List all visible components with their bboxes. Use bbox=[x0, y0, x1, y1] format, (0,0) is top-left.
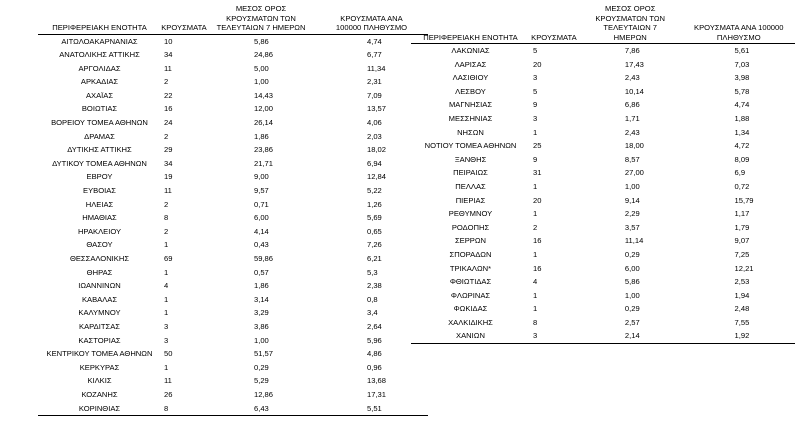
table-row bbox=[38, 388, 428, 402]
region-name: ΛΑΚΩΝΙΑΣ bbox=[451, 46, 490, 55]
region-name: ΣΠΟΡΑΔΩΝ bbox=[449, 249, 492, 259]
case-count: 16 bbox=[532, 263, 542, 273]
header-per-100k: ΚΡΟΥΣΜΑΤΑ ΑΝΑ 100000 ΠΛΗΘΥΣΜΟ bbox=[683, 4, 795, 44]
seven-day-average: 26,14 bbox=[254, 118, 274, 128]
region-name: ΦΛΩΡΙΝΑΣ bbox=[450, 290, 491, 300]
seven-day-average: 3,57 bbox=[624, 222, 640, 232]
region-name: ΚΑΡΔΙΤΣΑΣ bbox=[79, 321, 120, 331]
case-count: 8 bbox=[164, 213, 169, 223]
cases-per-100k: 7,25 bbox=[734, 249, 750, 259]
case-count: 9 bbox=[532, 100, 538, 110]
cases-per-100k: 6,77 bbox=[367, 50, 382, 60]
region-name: ΙΩΑΝΝΙΝΩΝ bbox=[78, 281, 121, 291]
case-count: 1 bbox=[532, 181, 538, 191]
cases-per-100k: 5,3 bbox=[367, 267, 378, 277]
table-row bbox=[38, 252, 428, 266]
seven-day-average: 2,43 bbox=[624, 127, 640, 137]
seven-day-average: 2,29 bbox=[624, 209, 640, 219]
header-7day-average: ΜΕΣΟΣ ΟΡΟΣ ΚΡΟΥΣΜΑΤΩΝ ΤΩΝ ΤΕΛΕΥΤΑΙΩΝ 7 ΗΜΕΡΩΝ bbox=[207, 4, 315, 34]
table-row bbox=[38, 102, 428, 116]
cases-per-100k: 8,09 bbox=[734, 154, 750, 164]
region-name: ΜΑΓΝΗΣΙΑΣ bbox=[448, 100, 493, 110]
case-count: 50 bbox=[164, 349, 173, 359]
case-count: 2 bbox=[164, 131, 169, 141]
seven-day-average: 4,14 bbox=[254, 226, 269, 236]
seven-day-average: 23,86 bbox=[254, 145, 274, 155]
seven-day-average: 10,14 bbox=[624, 86, 644, 96]
seven-day-average: 3,29 bbox=[254, 308, 269, 318]
cases-per-100k: 5,61 bbox=[734, 46, 750, 55]
case-count: 16 bbox=[532, 236, 542, 246]
case-count: 24 bbox=[164, 118, 173, 128]
case-count: 20 bbox=[532, 59, 542, 69]
header-cases: ΚΡΟΥΣΜΑΤΑ bbox=[161, 4, 207, 34]
case-count: 3 bbox=[532, 113, 538, 123]
table-row bbox=[411, 139, 795, 153]
seven-day-average: 2,43 bbox=[624, 73, 640, 83]
seven-day-average: 0,29 bbox=[624, 249, 640, 259]
seven-day-average: 0,71 bbox=[254, 199, 269, 209]
cases-per-100k: 6,21 bbox=[367, 254, 382, 263]
case-count: 11 bbox=[164, 63, 172, 73]
region-name: ΠΙΕΡΙΑΣ bbox=[455, 195, 486, 205]
cases-per-100k: 5,96 bbox=[367, 335, 382, 345]
region-name: ΔΡΑΜΑΣ bbox=[84, 131, 115, 141]
table-row bbox=[38, 89, 428, 103]
region-name: ΛΑΡΙΣΑΣ bbox=[454, 59, 487, 69]
seven-day-average: 0,57 bbox=[254, 267, 269, 277]
cases-per-100k: 2,31 bbox=[367, 77, 382, 87]
seven-day-average: 9,00 bbox=[254, 172, 269, 182]
region-name: ΘΑΣΟΥ bbox=[86, 240, 113, 250]
table-row bbox=[38, 402, 428, 416]
left-table-body bbox=[38, 34, 428, 416]
table-row bbox=[38, 48, 428, 62]
table-row bbox=[38, 293, 428, 307]
cases-per-100k: 5,78 bbox=[734, 86, 750, 96]
region-name: ΚΕΡΚΥΡΑΣ bbox=[79, 362, 120, 372]
seven-day-average: 5,86 bbox=[624, 277, 640, 287]
seven-day-average: 9,14 bbox=[624, 195, 640, 205]
region-name: ΚΟΖΑΝΗΣ bbox=[81, 389, 118, 399]
region-name: ΗΛΕΙΑΣ bbox=[85, 199, 114, 209]
case-count: 3 bbox=[532, 73, 538, 83]
cases-per-100k: 1,92 bbox=[683, 329, 795, 343]
table-row bbox=[38, 374, 428, 388]
region-name: ΑΝΑΤΟΛΙΚΗΣ ΑΤΤΙΚΗΣ bbox=[59, 50, 140, 60]
case-count: 31 bbox=[532, 168, 542, 178]
region-name: ΛΕΣΒΟΥ bbox=[455, 86, 486, 96]
region-name: ΑΡΚΑΔΙΑΣ bbox=[80, 77, 119, 87]
case-count: 9 bbox=[532, 154, 538, 164]
seven-day-average: 5,00 bbox=[254, 63, 269, 73]
table-row bbox=[38, 170, 428, 184]
seven-day-average: 1,86 bbox=[254, 281, 269, 291]
region-name: ΛΑΣΙΘΙΟΥ bbox=[452, 73, 489, 83]
seven-day-average: 6,00 bbox=[624, 263, 640, 273]
case-count: 29 bbox=[164, 145, 173, 155]
seven-day-average: 0,29 bbox=[624, 304, 640, 314]
case-count: 4 bbox=[164, 281, 169, 291]
case-count: 5 bbox=[532, 86, 538, 96]
cases-per-100k: 7,26 bbox=[367, 240, 382, 250]
case-count: 1 bbox=[164, 240, 169, 250]
header-region: ΠΕΡΙΦΕΡΕΙΑΚΗ ΕΝΟΤΗΤΑ bbox=[411, 4, 530, 44]
region-name: ΚΑΛΥΜΝΟΥ bbox=[78, 308, 121, 318]
case-count: 16 bbox=[164, 104, 173, 114]
table-row bbox=[411, 112, 795, 126]
table-row bbox=[411, 166, 795, 180]
case-count: 1 bbox=[164, 267, 169, 277]
seven-day-average: 51,57 bbox=[254, 349, 274, 359]
table-row bbox=[38, 347, 428, 361]
case-count: 8 bbox=[161, 402, 207, 416]
cases-per-100k: 13,68 bbox=[367, 376, 387, 386]
table-row bbox=[411, 85, 795, 99]
seven-day-average: 3,86 bbox=[254, 321, 269, 331]
region-name: ΒΟΙΩΤΙΑΣ bbox=[81, 104, 118, 114]
seven-day-average: 12,00 bbox=[254, 104, 274, 114]
case-count: 34 bbox=[164, 158, 173, 168]
seven-day-average: 12,86 bbox=[254, 389, 274, 399]
region-name: ΑΙΤΩΛΟΑΚΑΡΝΑΝΙΑΣ bbox=[61, 36, 138, 46]
seven-day-average: 6,00 bbox=[254, 213, 269, 223]
cases-per-100k: 4,06 bbox=[367, 118, 382, 128]
region-name: ΚΙΛΚΙΣ bbox=[87, 376, 112, 386]
header-7day-average: ΜΕΣΟΣ ΟΡΟΣ ΚΡΟΥΣΜΑΤΩΝ ΤΩΝ ΤΕΛΕΥΤΑΙΩΝ 7 ΗΜΕΡΩΝ bbox=[578, 4, 683, 44]
header-cases: ΚΡΟΥΣΜΑΤΑ bbox=[530, 4, 578, 44]
cases-per-100k: 1,17 bbox=[734, 209, 750, 219]
cases-per-100k: 13,57 bbox=[367, 104, 387, 114]
case-count: 26 bbox=[164, 389, 173, 399]
case-count: 1 bbox=[532, 209, 538, 219]
seven-day-average: 7,86 bbox=[624, 46, 640, 55]
cases-per-100k: 4,72 bbox=[734, 141, 750, 151]
case-count: 69 bbox=[164, 254, 173, 263]
table-row bbox=[38, 34, 428, 48]
seven-day-average: 6,43 bbox=[207, 402, 315, 416]
cases-per-100k: 6,9 bbox=[734, 168, 746, 178]
table-row bbox=[38, 116, 428, 130]
case-count: 22 bbox=[164, 90, 173, 100]
seven-day-average: 8,57 bbox=[624, 154, 640, 164]
table-row bbox=[38, 211, 428, 225]
region-name: ΘΗΡΑΣ bbox=[86, 267, 113, 277]
cases-per-100k: 2,53 bbox=[734, 277, 750, 287]
case-count: 19 bbox=[164, 172, 173, 182]
region-name: ΧΑΛΚΙΔΙΚΗΣ bbox=[448, 317, 493, 327]
cases-per-100k: 7,55 bbox=[734, 317, 750, 327]
seven-day-average: 1,00 bbox=[624, 181, 640, 191]
table-row bbox=[38, 198, 428, 212]
cases-per-100k: 0,72 bbox=[734, 181, 750, 191]
case-count: 11 bbox=[164, 376, 172, 386]
table-row bbox=[411, 248, 795, 262]
region-name: ΒΟΡΕΙΟΥ ΤΟΜΕΑ ΑΘΗΝΩΝ bbox=[51, 118, 148, 128]
seven-day-average: 14,43 bbox=[254, 90, 274, 100]
header-per-100k: ΚΡΟΥΣΜΑΤΑ ΑΝΑ 100000 ΠΛΗΘΥΣΜΟ bbox=[315, 4, 428, 34]
case-count: 1 bbox=[532, 249, 538, 259]
table-row bbox=[411, 234, 795, 248]
table-row bbox=[411, 289, 795, 303]
table-row bbox=[411, 207, 795, 221]
region-name: ΦΩΚΙΔΑΣ bbox=[453, 304, 488, 314]
seven-day-average: 17,43 bbox=[624, 59, 644, 69]
cases-per-100k: 2,64 bbox=[367, 321, 382, 331]
table-row bbox=[411, 58, 795, 72]
cases-per-100k: 5,69 bbox=[367, 213, 382, 223]
table-row bbox=[38, 320, 428, 334]
cases-per-100k: 0,8 bbox=[367, 294, 378, 304]
table-row bbox=[411, 98, 795, 112]
table-row bbox=[38, 361, 428, 375]
table-row bbox=[411, 194, 795, 208]
table-row bbox=[38, 75, 428, 89]
case-count: 10 bbox=[164, 36, 173, 46]
case-count: 3 bbox=[164, 335, 169, 345]
cases-per-100k: 6,94 bbox=[367, 158, 382, 168]
region-name: ΚΕΝΤΡΙΚΟΥ ΤΟΜΕΑ ΑΘΗΝΩΝ bbox=[46, 349, 153, 359]
seven-day-average: 1,71 bbox=[624, 113, 640, 123]
case-count: 1 bbox=[164, 362, 169, 372]
header-region: ΠΕΡΙΦΕΡΕΙΑΚΗ ΕΝΟΤΗΤΑ bbox=[38, 4, 161, 34]
region-name: ΔΥΤΙΚΟΥ ΤΟΜΕΑ ΑΘΗΝΩΝ bbox=[52, 158, 147, 168]
table-row bbox=[411, 329, 795, 343]
table-row bbox=[38, 238, 428, 252]
region-name: ΤΡΙΚΑΛΩΝ* bbox=[449, 263, 492, 273]
seven-day-average: 21,71 bbox=[254, 158, 274, 168]
seven-day-average: 6,86 bbox=[624, 100, 640, 110]
case-count: 20 bbox=[532, 195, 542, 205]
region-name: ΠΕΙΡΑΙΩΣ bbox=[453, 168, 488, 178]
cases-per-100k: 18,02 bbox=[367, 145, 387, 155]
cases-per-100k: 11,34 bbox=[367, 63, 386, 73]
cases-per-100k: 12,21 bbox=[734, 263, 754, 273]
cases-per-100k: 3,4 bbox=[367, 308, 378, 318]
region-name: ΝΗΣΩΝ bbox=[457, 127, 484, 137]
cases-per-100k: 3,98 bbox=[734, 73, 750, 83]
region-name: ΦΘΙΩΤΙΔΑΣ bbox=[449, 277, 492, 287]
region-name: ΠΕΛΛΑΣ bbox=[455, 181, 486, 191]
table-row bbox=[38, 306, 428, 320]
case-count: 1 bbox=[532, 290, 538, 300]
case-count: 34 bbox=[164, 50, 173, 60]
seven-day-average: 1,00 bbox=[254, 335, 269, 345]
right-table-body bbox=[411, 44, 795, 344]
cases-per-100k: 2,48 bbox=[734, 304, 750, 314]
table-row bbox=[411, 153, 795, 167]
cases-per-100k: 1,88 bbox=[734, 113, 750, 123]
header-row bbox=[38, 4, 428, 34]
seven-day-average: 1,86 bbox=[254, 131, 269, 141]
seven-day-average: 0,43 bbox=[254, 240, 269, 250]
table-row bbox=[411, 71, 795, 85]
region-name: ΑΡΓΟΛΙΔΑΣ bbox=[78, 63, 121, 73]
region-name: ΑΧΑΪΑΣ bbox=[85, 90, 114, 100]
region-name: ΘΕΣΣΑΛΟΝΙΚΗΣ bbox=[69, 254, 130, 263]
seven-day-average: 5,29 bbox=[254, 376, 269, 386]
table-row bbox=[411, 221, 795, 235]
cases-per-100k: 0,65 bbox=[367, 226, 382, 236]
case-count: 8 bbox=[532, 317, 538, 327]
case-count: 3 bbox=[530, 329, 578, 343]
seven-day-average: 11,14 bbox=[624, 236, 644, 246]
table-row bbox=[38, 279, 428, 293]
case-count: 1 bbox=[532, 304, 538, 314]
table-row bbox=[38, 225, 428, 239]
table-row bbox=[411, 316, 795, 330]
cases-per-100k: 4,74 bbox=[367, 36, 382, 46]
seven-day-average: 0,29 bbox=[254, 362, 269, 372]
case-count: 2 bbox=[164, 226, 169, 236]
cases-per-100k: 1,94 bbox=[734, 290, 750, 300]
case-count: 3 bbox=[164, 321, 169, 331]
table-row bbox=[38, 62, 428, 76]
cases-per-100k: 5,51 bbox=[315, 402, 428, 416]
table-row bbox=[38, 334, 428, 348]
cases-per-100k: 2,38 bbox=[367, 281, 382, 291]
cases-per-100k: 1,79 bbox=[734, 222, 750, 232]
region-name: ΡΕΘΥΜΝΟΥ bbox=[448, 209, 493, 219]
seven-day-average: 9,57 bbox=[254, 186, 269, 196]
case-count: 4 bbox=[532, 277, 538, 287]
cases-per-100k: 1,26 bbox=[367, 199, 382, 209]
case-count: 1 bbox=[532, 127, 538, 137]
region-name: ΝΟΤΙΟΥ ΤΟΜΕΑ ΑΘΗΝΩΝ bbox=[424, 141, 517, 151]
cases-per-100k: 7,09 bbox=[367, 90, 382, 100]
cases-per-100k: 5,22 bbox=[367, 186, 382, 196]
case-count: 2 bbox=[164, 199, 169, 209]
cases-per-100k: 2,03 bbox=[367, 131, 382, 141]
table-row bbox=[38, 157, 428, 171]
cases-table-right bbox=[411, 4, 795, 344]
region-name: ΡΟΔΟΠΗΣ bbox=[451, 222, 490, 232]
seven-day-average: 3,14 bbox=[254, 294, 269, 304]
region-name: ΕΥΒΟΙΑΣ bbox=[83, 186, 116, 196]
table-row bbox=[411, 180, 795, 194]
region-name: ΔΥΤΙΚΗΣ ΑΤΤΙΚΗΣ bbox=[67, 145, 132, 155]
region-name: ΗΡΑΚΛΕΙΟΥ bbox=[77, 226, 122, 236]
seven-day-average: 1,00 bbox=[254, 77, 269, 87]
region-name: ΚΟΡΙΝΘΙΑΣ bbox=[38, 402, 161, 416]
seven-day-average: 18,00 bbox=[624, 141, 644, 151]
region-name: ΕΒΡΟΥ bbox=[86, 172, 113, 182]
seven-day-average: 24,86 bbox=[254, 50, 274, 60]
cases-per-100k: 12,84 bbox=[367, 172, 387, 182]
case-count: 2 bbox=[164, 77, 169, 87]
case-count: 5 bbox=[532, 46, 538, 55]
cases-per-100k: 7,03 bbox=[734, 59, 750, 69]
cases-per-100k: 15,79 bbox=[734, 195, 754, 205]
table-row bbox=[38, 143, 428, 157]
table-row bbox=[411, 126, 795, 140]
seven-day-average: 27,00 bbox=[624, 168, 644, 178]
table-row bbox=[38, 184, 428, 198]
cases-per-100k: 17,31 bbox=[367, 389, 387, 399]
cases-per-100k: 4,86 bbox=[367, 349, 382, 359]
seven-day-average: 59,86 bbox=[254, 254, 274, 263]
table-row bbox=[411, 302, 795, 316]
case-count: 2 bbox=[532, 222, 538, 232]
region-name: ΗΜΑΘΙΑΣ bbox=[82, 213, 117, 223]
seven-day-average: 2,14 bbox=[578, 329, 683, 343]
region-name: ΞΑΝΘΗΣ bbox=[454, 154, 487, 164]
case-count: 1 bbox=[164, 308, 169, 318]
seven-day-average: 2,57 bbox=[624, 317, 640, 327]
table-row bbox=[411, 262, 795, 276]
region-name: ΚΑΣΤΟΡΙΑΣ bbox=[78, 335, 121, 345]
region-name: ΚΑΒΑΛΑΣ bbox=[81, 294, 118, 304]
case-count: 1 bbox=[164, 294, 169, 304]
region-name: ΣΕΡΡΩΝ bbox=[454, 236, 487, 246]
case-count: 25 bbox=[532, 141, 542, 151]
cases-per-100k: 0,96 bbox=[367, 362, 382, 372]
cases-table-left bbox=[38, 4, 428, 416]
header-row bbox=[411, 4, 795, 44]
table-row bbox=[411, 275, 795, 289]
table-row bbox=[38, 130, 428, 144]
cases-per-100k: 1,34 bbox=[734, 127, 750, 137]
region-name: ΧΑΝΙΩΝ bbox=[411, 329, 530, 343]
cases-per-100k: 4,74 bbox=[734, 100, 750, 110]
table-row bbox=[38, 266, 428, 280]
cases-per-100k: 9,07 bbox=[734, 236, 750, 246]
seven-day-average: 1,00 bbox=[624, 290, 640, 300]
table-row bbox=[411, 44, 795, 58]
seven-day-average: 5,86 bbox=[254, 36, 269, 46]
region-name: ΜΕΣΣΗΝΙΑΣ bbox=[448, 113, 493, 123]
case-count: 11 bbox=[164, 186, 172, 196]
